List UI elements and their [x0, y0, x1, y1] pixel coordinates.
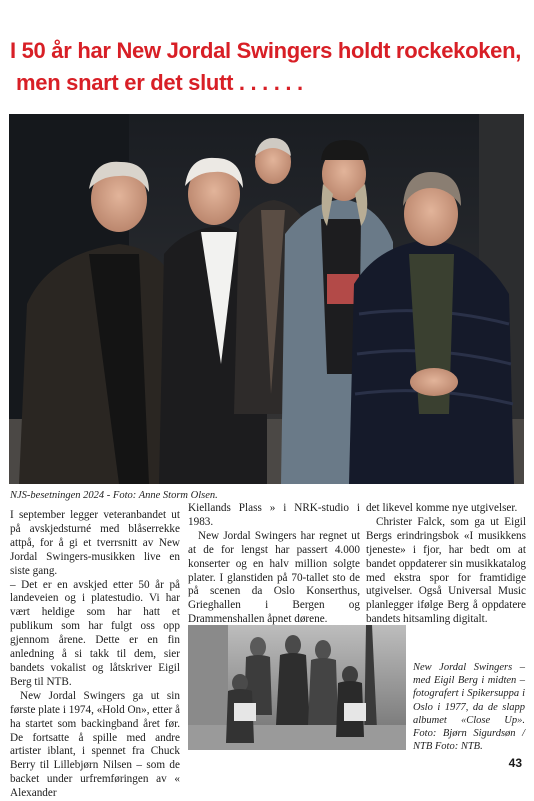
- article-column-2: [188, 502, 360, 641]
- article-headline: [10, 35, 528, 99]
- article-column-1: [10, 509, 180, 801]
- paragraph: Christer Falck, som ga ut Eigil Bergs erindringsbok «I musikkens tjeneste» i fjor, har bedt om at bandet oppdaterer sin musikkatalog med ekstra spor for framtidige utgivelser. Også Universal Music planlegger ifølge Berg å oppdatere bandets hitsamling digitalt.: [366, 515, 526, 626]
- paragraph: det likevel komme nye utgivelser.: [366, 502, 518, 514]
- headline-line-1: I 50 år har New Jordal Swingers holdt rockekoken,: [10, 38, 522, 63]
- band-photo-1977: [188, 625, 406, 750]
- paragraph: – Det er en avskjed etter 50 år på landeveien og i platestudio. Vi har vært heldige som har hatt et publikum som har fulgt oss opp gjennom årene. Dette er en fin anledning å si takk til dem, sier bandets vokalist og låtskriver Eigil Berg til NTB.: [10, 578, 180, 688]
- band-photo-2024: [9, 114, 524, 484]
- paragraph: Kiellands Plass » i NRK-studio i 1983.: [188, 502, 360, 528]
- article-column-3: [366, 502, 526, 627]
- main-photo-caption: NJS-besetningen 2024 - Foto: Anne Storm Olsen.: [10, 490, 218, 501]
- paragraph: New Jordal Swingers har regnet ut at de for lengst har passert 4.000 konserter og en halv million solgte plater. I glanstiden på 70-tallet sto de på scenen da Oslo Konserthus, Grieghallen i Bergen og Drammenshallen åpnet dørene.: [188, 529, 360, 626]
- small-photo-caption: New Jordal Swingers – med Eigil Berg i midten – fotografert i Spikersuppa i Oslo i 1977, da de slapp albumet «Close Up». Foto: Bjørn Sigurdsøn / NTB Foto: NTB.: [413, 662, 525, 753]
- paragraph: New Jordal Swingers ga ut sin første plate i 1974, «Hold On», etter å ha startet som backingband året før. De fortsatte å spille med andre artister iblant, i spennet fra Chuck Berry til Lillebjørn Nilsen – som de backet under urfremføringen av « Alexander: [10, 689, 180, 800]
- page-number: 43: [508, 756, 522, 770]
- paragraph: I september legger veteranbandet ut på avskjedsturné med blåserrekke attpå, for å gi et tverrsnitt av New Jordal Swingers-musikken live en siste gang.: [10, 509, 180, 577]
- headline-line-2: men snart er det slutt . . . . . .: [16, 70, 303, 95]
